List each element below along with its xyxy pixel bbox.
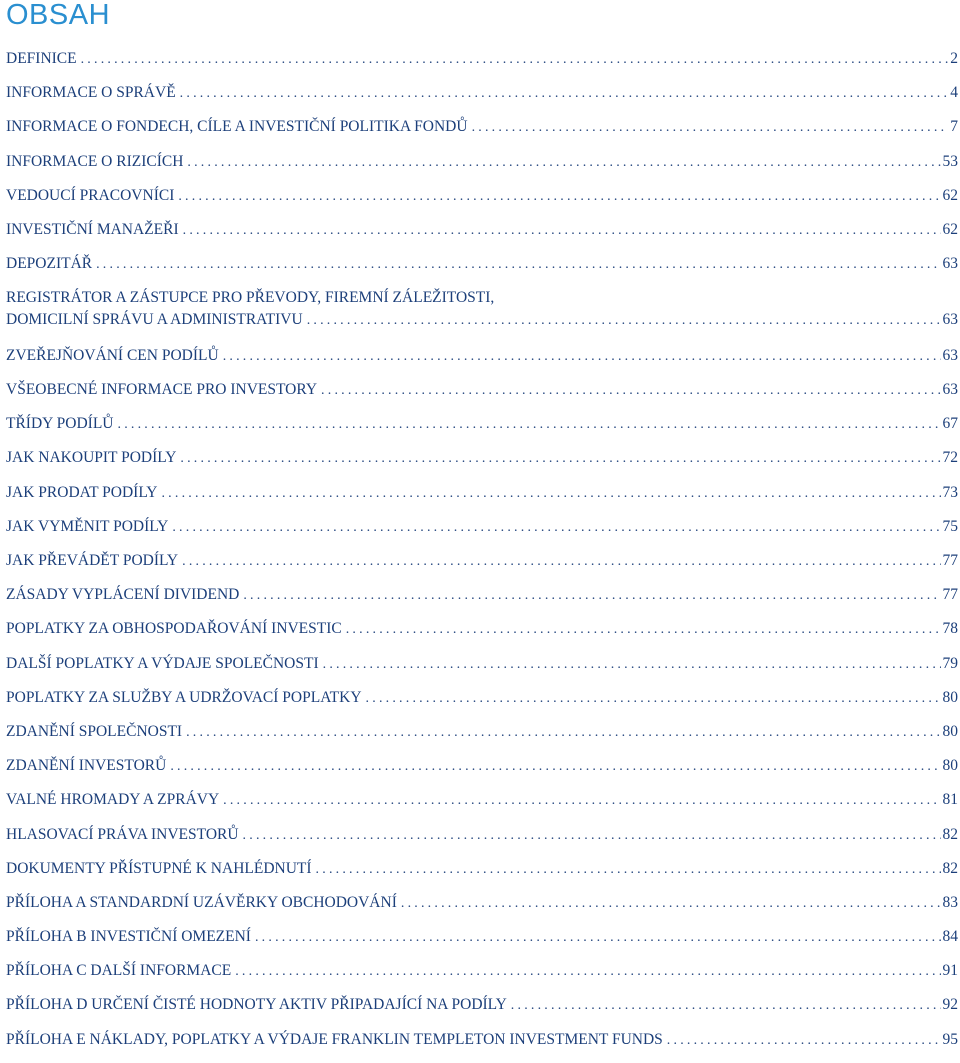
toc-entry-page-number: 62 [942,186,958,204]
toc-entry[interactable] [6,1029,958,1063]
toc-entry-title: JAK PRODAT PODÍLY [6,483,158,501]
toc-entry-page-number: 80 [942,757,958,775]
toc-entry-row [6,413,958,436]
toc-entry[interactable] [6,858,958,892]
toc-entry-page-number: 77 [942,586,958,604]
toc-entry[interactable] [6,550,958,584]
toc-entry-title: PŘÍLOHA A STANDARDNÍ UZÁVĚRKY OBCHODOVÁNÍ [6,893,397,911]
toc-entry-title: JAK VYMĚNIT PODÍLY [6,517,169,535]
toc-entry-title: POPLATKY ZA OBHOSPODAŘOVÁNÍ INVESTIC [6,620,342,638]
toc-entry-row [6,550,958,573]
toc-entry-row [6,824,958,847]
toc-entry-row [6,687,958,710]
toc-entry[interactable] [6,687,958,721]
toc-entry-page-number: 80 [942,688,958,706]
toc-entry-row [6,345,958,368]
dot-leader [366,688,941,710]
toc-entry-title: JAK PŘEVÁDĚT PODÍLY [6,552,179,570]
toc-entry-page-number: 80 [942,722,958,740]
toc-entry-title: INFORMACE O SPRÁVĚ [6,84,176,102]
toc-entry-page-number: 81 [942,791,958,809]
dot-leader [255,927,941,949]
toc-entry-page-number: 77 [942,552,958,570]
toc-entry-title: HLASOVACÍ PRÁVA INVESTORŮ [6,825,239,843]
toc-entry-title: INFORMACE O RIZICÍCH [6,152,184,170]
toc-entry-row [6,482,958,505]
toc-entry-row [6,82,958,105]
toc-entry[interactable] [6,82,958,116]
toc-entry-row [6,48,958,71]
toc-entry-page-number: 83 [942,893,958,911]
toc-entry[interactable] [6,892,958,926]
dot-leader [307,310,941,332]
toc-entry-row [6,584,958,607]
toc-entry-page-number: 63 [942,346,958,364]
toc-entry-row [6,309,958,332]
toc-entry-title: ZDANĚNÍ INVESTORŮ [6,757,167,775]
dot-leader [223,346,941,368]
toc-entry-row [6,755,958,778]
dot-leader [323,654,941,676]
toc-entry-page-number: 78 [942,620,958,638]
page-title: OBSAH [6,0,111,31]
toc-entry[interactable] [6,345,958,379]
toc-entry-row [6,379,958,402]
toc-entry-row [6,892,958,915]
toc-entry-page-number: 72 [942,449,958,467]
toc-entry[interactable] [6,516,958,550]
toc-entry-row [6,721,958,744]
dot-leader [180,448,940,470]
dot-leader [667,1030,941,1052]
toc-entry-row [6,151,958,174]
toc-entry-title: VALNÉ HROMADY A ZPRÁVY [6,791,220,809]
toc-entry-row [6,447,958,470]
table-of-contents [6,48,958,1063]
toc-entry-row [6,618,958,641]
dot-leader [243,585,940,607]
toc-entry-page-number: 84 [942,928,958,946]
toc-entry[interactable] [6,447,958,481]
dot-leader [81,49,949,71]
toc-entry[interactable] [6,219,958,253]
toc-entry-page-number: 79 [942,654,958,672]
toc-entry-page-number: 63 [942,381,958,399]
dot-leader [183,220,941,242]
toc-entry-row [6,994,958,1017]
toc-entry[interactable] [6,253,958,287]
toc-entry-page-number: 62 [942,220,958,238]
dot-leader [316,859,941,881]
toc-entry-row [6,219,958,242]
dot-leader [180,83,949,105]
toc-entry-row [6,116,958,139]
toc-entry-title: PŘÍLOHA B INVESTIČNÍ OMEZENÍ [6,928,251,946]
dot-leader [346,619,941,641]
toc-entry[interactable] [6,413,958,447]
toc-entry-row [6,1029,958,1052]
toc-entry-title: JAK NAKOUPIT PODÍLY [6,449,177,467]
toc-entry-title: POPLATKY ZA SLUŽBY A UDRŽOVACÍ POPLATKY [6,688,362,706]
toc-entry-page-number: 95 [942,1030,958,1048]
dot-leader [186,722,940,744]
toc-entry-title: DEPOZITÁŘ [6,255,93,273]
toc-entry-title: PŘÍLOHA D URČENÍ ČISTÉ HODNOTY AKTIV PŘIPADAJÍCÍ NA PODÍLY [6,996,507,1014]
toc-entry[interactable] [6,48,958,82]
toc-entry-title: INFORMACE O FONDECH, CÍLE A INVESTIČNÍ POLITIKA FONDŮ [6,118,468,136]
toc-entry[interactable] [6,151,958,185]
dot-leader [511,995,941,1017]
toc-entry[interactable] [6,116,958,150]
toc-entry[interactable] [6,185,958,219]
toc-entry-row [6,960,958,983]
toc-entry-page-number: 2 [950,50,958,67]
toc-entry-page-number: 75 [942,517,958,535]
toc-entry-page-number: 92 [942,996,958,1014]
toc-entry[interactable] [6,653,958,687]
dot-leader [178,186,940,208]
toc-entry-row [6,185,958,208]
toc-entry-page-number: 67 [942,415,958,433]
toc-entry-title-line1: REGISTRÁTOR A ZÁSTUPCE PRO PŘEVODY, FIREMNÍ ZÁLEŽITOSTI, [6,289,495,307]
dot-leader [472,117,949,139]
toc-entry-page-number: 7 [950,118,958,136]
dot-leader [118,414,941,436]
toc-entry[interactable] [6,379,958,413]
toc-entry[interactable] [6,584,958,618]
dot-leader [321,380,940,402]
toc-entry-title: INVESTIČNÍ MANAŽEŘI [6,220,179,238]
toc-entry-page-number: 63 [942,255,958,273]
toc-entry-row [6,516,958,539]
dot-leader [96,254,940,276]
toc-entry-title: ZDANĚNÍ SPOLEČNOSTI [6,722,183,740]
toc-entry-page-number: 63 [942,311,958,329]
toc-entry[interactable] [6,789,958,823]
toc-entry-page-number: 4 [950,84,958,102]
dot-leader [170,756,940,778]
toc-entry-title: DALŠÍ POPLATKY A VÝDAJE SPOLEČNOSTI [6,654,319,672]
toc-entry[interactable] [6,994,958,1028]
toc-entry-title: VEDOUCÍ PRACOVNÍCI [6,186,175,204]
toc-entry-row [6,858,958,881]
toc-entry-title: ZÁSADY VYPLÁCENÍ DIVIDEND [6,586,240,604]
dot-leader [243,825,941,847]
toc-entry[interactable] [6,960,958,994]
toc-entry[interactable] [6,721,958,755]
toc-entry-row [6,926,958,949]
toc-entry[interactable] [6,618,958,652]
dot-leader [235,961,940,983]
toc-entry-page-number: 73 [942,483,958,501]
toc-entry-row [6,253,958,276]
toc-entry-title: DOKUMENTY PŘÍSTUPNÉ K NAHLÉDNUTÍ [6,859,312,877]
toc-entry-page-number: 82 [942,825,958,843]
toc-entry-page-number: 82 [942,859,958,877]
toc-entry-row [6,653,958,676]
toc-entry-page-number: 91 [942,962,958,980]
toc-entry-row [6,789,958,812]
toc-entry-page-number: 53 [942,152,958,170]
dot-leader [182,551,940,573]
toc-entry[interactable] [6,824,958,858]
dot-leader [223,790,940,812]
toc-entry[interactable] [6,755,958,789]
toc-entry-title: VŠEOBECNÉ INFORMACE PRO INVESTORY [6,381,318,399]
toc-entry-title: TŘÍDY PODÍLŮ [6,415,114,433]
toc-entry-title: PŘÍLOHA E NÁKLADY, POPLATKY A VÝDAJE FRANKLIN TEMPLETON INVESTMENT FUNDS [6,1030,663,1048]
dot-leader [161,483,940,505]
toc-entry[interactable] [6,482,958,516]
toc-entry-title: ZVEŘEJŇOVÁNÍ CEN PODÍLŮ [6,346,219,364]
toc-entry[interactable] [6,926,958,960]
dot-leader [172,517,940,539]
dot-leader [187,152,940,174]
dot-leader [401,893,941,915]
toc-entry-title: PŘÍLOHA C DALŠÍ INFORMACE [6,962,232,980]
toc-entry-title: DEFINICE [6,50,77,67]
toc-entry[interactable] [6,287,958,345]
toc-entry-title: DOMICILNÍ SPRÁVU A ADMINISTRATIVU [6,311,303,329]
